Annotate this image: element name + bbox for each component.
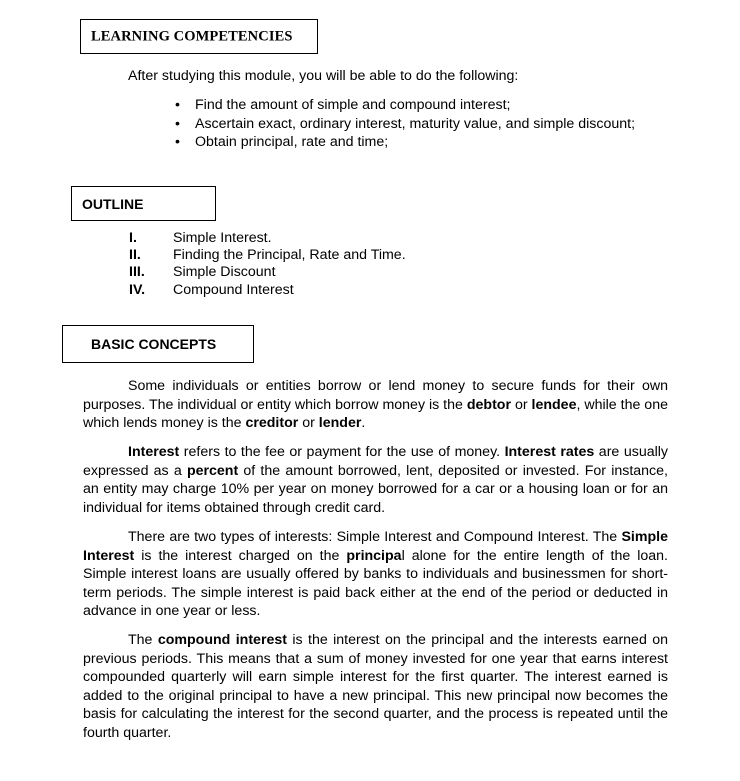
outline-number: I. bbox=[129, 230, 137, 246]
outline-text: Compound Interest bbox=[173, 281, 294, 298]
learning-competencies-heading-box bbox=[80, 19, 318, 54]
list-item: • Ascertain exact, ordinary interest, maturity value, and simple discount; bbox=[175, 115, 635, 134]
outline-number: IV. bbox=[129, 281, 146, 298]
outline-heading: OUTLINE bbox=[82, 195, 144, 212]
paragraph-simple-interest: There are two types of interests: Simple Interest and Compound Interest. The Simple Interest is the interest charged on the principal alone for the entire length of the loan. Simple interest loans are usually offered by banks to individuals and businessmen for short-term periods. The simple interest is paid back either at the end of the period or deducted in advance in one year or less. bbox=[83, 529, 668, 620]
outline-text: Simple Interest. bbox=[173, 230, 272, 246]
outline-text: Simple Discount bbox=[173, 264, 276, 281]
outline-number: II. bbox=[129, 247, 141, 264]
paragraph-compound-interest: The compound interest is the interest on the principal and the interests earned on previous periods. This means that a sum of money invested for one year that earns interest compounded quarterly will earn simple interest for the first quarter. The interest earned is added to the original principal to have a new principal. This new principal now becomes the basis for calculating the interest for the second quarter, and the process is repeated until the fourth quarter. bbox=[83, 632, 668, 741]
outline-number: III. bbox=[129, 264, 145, 281]
list-item bbox=[129, 247, 406, 264]
outline-list bbox=[129, 230, 406, 299]
competencies-intro: After studying this module, you will be able to do the following: bbox=[128, 68, 519, 84]
list-item: • Find the amount of simple and compound interest; bbox=[175, 96, 635, 115]
basic-concepts-heading: BASIC CONCEPTS bbox=[91, 336, 217, 352]
paragraph-interest: Interest refers to the fee or payment for the use of money. Interest rates are usually expressed as a percent of the amount borrowed, lent, deposited or invested. For instance, an entity may charge 10% per year on money borrowed for a car or a housing loan or for an individual for items obtained through credit card. bbox=[83, 444, 668, 516]
learning-competencies-heading: LEARNING COMPETENCIES bbox=[91, 28, 293, 44]
outline-text: Finding the Principal, Rate and Time. bbox=[173, 247, 406, 264]
list-item bbox=[129, 230, 406, 247]
list-item bbox=[129, 282, 406, 299]
list-item bbox=[129, 264, 406, 281]
outline-heading-box bbox=[71, 186, 216, 221]
basic-concepts-heading-box bbox=[62, 325, 254, 363]
list-item: • Obtain principal, rate and time; bbox=[175, 133, 635, 152]
paragraph-debtor-creditor: Some individuals or entities borrow or lend money to secure funds for their own purposes. The individual or entity which borrow money is the debtor or lendee, while the one which lends money is the creditor or lender. bbox=[83, 378, 668, 432]
competencies-list bbox=[175, 96, 635, 152]
